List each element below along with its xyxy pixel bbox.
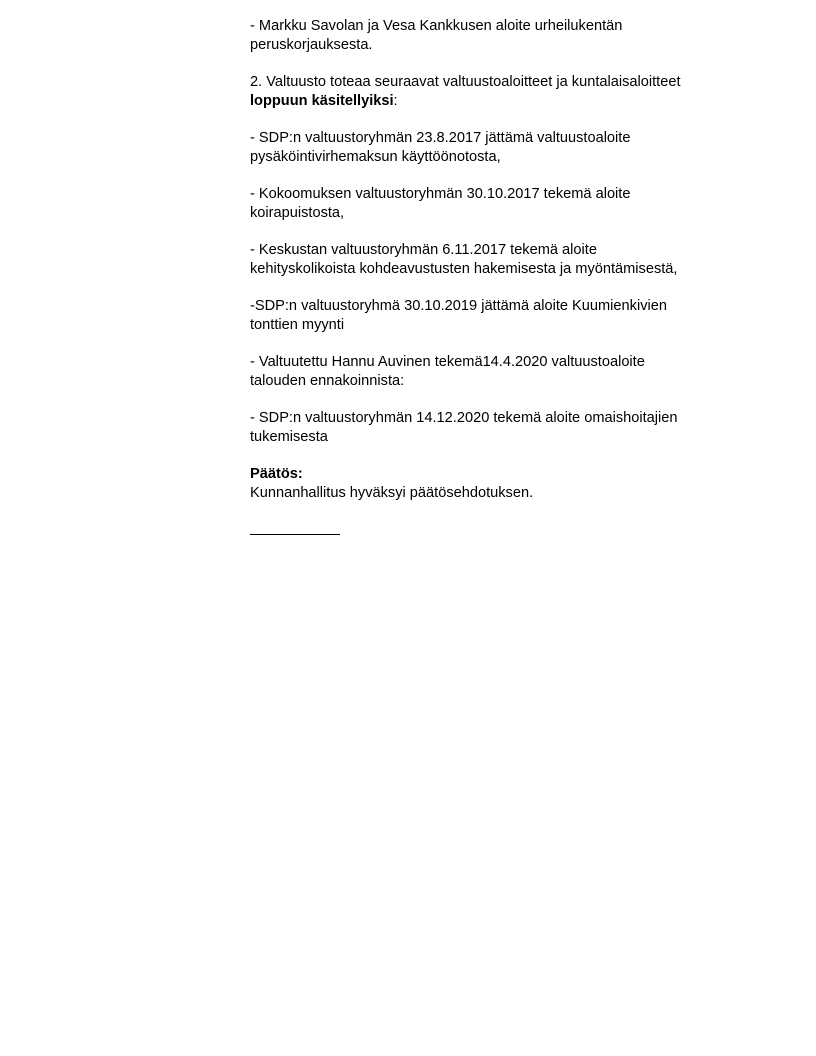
text-line: - SDP:n valtuustoryhmän 23.8.2017 jättämä valtuustoaloite (250, 130, 631, 146)
text-line: - SDP:n valtuustoryhmän 14.12.2020 tekemä aloite omaishoitajien (250, 410, 678, 426)
text-line: peruskorjauksesta. (250, 37, 373, 53)
text-line: tonttien myynti (250, 317, 345, 333)
text-line: - Valtuutettu Hannu Auvinen tekemä14.4.2020 valtuustoaloite (250, 354, 645, 370)
text-line: 2. Valtuusto toteaa seuraavat valtuustoaloitteet ja kuntalaisaloitteet (250, 74, 681, 90)
text-line: koirapuistosta, (250, 205, 345, 221)
section-2-intro (250, 73, 740, 111)
initiative-item-savola (250, 17, 740, 55)
text-line: tukemisesta (250, 429, 328, 445)
document-body (250, 17, 740, 535)
text-line: - Keskustan valtuustoryhmän 6.11.2017 tekemä aloite (250, 242, 597, 258)
end-rule (250, 534, 340, 535)
text-line: pysäköintivirhemaksun käyttöönotosta, (250, 149, 501, 165)
initiative-item (250, 185, 740, 223)
initiative-item (250, 297, 740, 335)
decision-heading: Päätös: (250, 466, 303, 482)
text-line: - Markku Savolan ja Vesa Kankkusen aloite urheilukentän (250, 18, 623, 34)
decision-text: Kunnanhallitus hyväksyi päätösehdotuksen. (250, 485, 534, 501)
decision-block (250, 465, 740, 503)
initiative-item (250, 129, 740, 167)
colon: : (393, 93, 398, 109)
text-line: - Kokoomuksen valtuustoryhmän 30.10.2017 tekemä aloite (250, 186, 631, 202)
initiative-item (250, 241, 740, 279)
text-line: -SDP:n valtuustoryhmä 30.10.2019 jättämä aloite Kuumienkivien (250, 298, 667, 314)
initiative-item (250, 409, 740, 447)
text-line: kehityskolikoista kohdeavustusten hakemisesta ja myöntämisestä, (250, 261, 678, 277)
bold-phrase: loppuun käsitellyiksi (250, 93, 394, 109)
text-line-bold-wrap (250, 92, 740, 111)
initiative-item (250, 353, 740, 391)
text-line: talouden ennakoinnista: (250, 373, 405, 389)
